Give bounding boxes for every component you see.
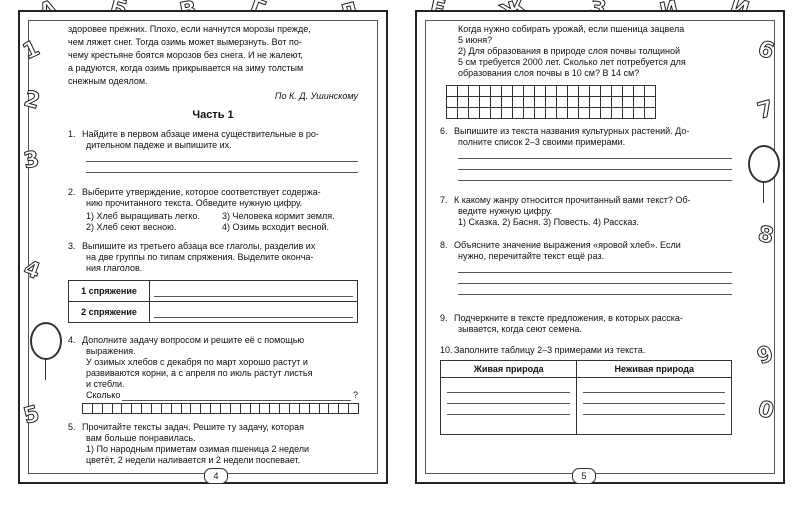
q-text: дительном падеже и выпишите их. [86,140,232,150]
question-9 [440,313,732,335]
q-num: 9. [440,313,448,323]
task-text: 5 см требуется 2000 лет. Сколько лет потребуется для [458,57,686,67]
conjugation-label: 2 спряжение [69,302,150,323]
options[interactable]: 1) Сказка. 2) Басня. 3) Повесть. 4) Рассказ. [458,217,639,227]
q-text: вам больше понравилась. [86,433,196,443]
task-text: 5 июня? [458,35,493,45]
decor-digit: 0 [755,396,777,425]
q-num: 1. [68,129,76,139]
q-num: 7. [440,195,448,205]
q-text: нужно, перечитайте текст ещё раз. [458,251,605,261]
q-num: 3. [68,241,76,251]
answer-line[interactable] [458,273,732,284]
answer-line[interactable] [458,170,732,181]
balloon-icon [30,322,62,360]
intro-line: здоровее прежних. Плохо, если начнутся морозы прежде, [68,24,311,34]
right-page-content [440,24,732,435]
q-num: 4. [68,335,76,345]
task-text: цветёт, 2 недели наливается и 2 недели поспевает. [86,455,301,465]
intro-line: чем ляжет снег. Тогда озимь может вымерзнуть. Вот по- [68,37,302,47]
decor-digit: 1 [19,35,44,66]
answer-line[interactable] [86,162,358,173]
nature-table [440,360,732,435]
answer-grid[interactable] [446,85,732,118]
conjugation-label: 1 спряжение [69,281,150,302]
q-text: выражения. [86,346,136,356]
q-text: Заполните таблицу 2–3 примерами из текста. [454,345,646,355]
page-number: 5 [572,468,596,484]
decor-digit: 7 [754,96,777,125]
task-text: развиваются корни, а с апреля по июль растут листья [86,368,313,378]
q-num: 5. [68,422,76,432]
answer-cell[interactable] [577,378,732,435]
part-title: Часть 1 [192,109,234,121]
decor-digit: 2 [21,86,43,115]
balloon-icon [748,145,780,183]
q-text: Выпишите из текста названия культурных растений. До- [454,126,690,136]
question-2 [68,187,358,233]
answer-line[interactable] [122,390,351,401]
option[interactable]: 3) Человека кормит земля. [222,211,335,221]
decor-digit: 5 [20,401,43,430]
answer-cell[interactable] [150,281,358,302]
q-num: 8. [440,240,448,250]
q-text: Найдите в первом абзаце имена существительные в ро- [82,129,319,139]
intro-line: снежным одеялом. [68,76,148,86]
option[interactable]: 4) Озимь всходит весной. [222,222,330,232]
page-number: 4 [204,468,228,484]
decor-digit: 4 [20,256,44,285]
answer-line[interactable] [458,148,732,159]
answer-cell[interactable] [441,378,577,435]
question-4 [68,335,358,414]
prompt-word: Сколько [86,390,121,400]
decor-digit: 8 [755,221,776,250]
question-10 [440,345,732,435]
q-text: Объясните значение выражения «яровой хлеб». Если [454,240,681,250]
answer-line[interactable] [458,284,732,295]
task-text: образования слоя почвы в 10 см? В 14 см? [458,68,640,78]
question-7 [440,195,732,228]
intro-line: а радуются, когда озимь прикрывается на зиму толстым [68,63,304,73]
q-text: на две группы по типам спряжения. Выделите оконча- [86,252,314,262]
column-header: Неживая природа [577,361,732,378]
answer-line[interactable] [458,262,732,273]
left-page-content [68,24,358,466]
q-text: Прочитайте тексты задач. Решите ту задачу, которая [82,422,304,432]
q-num: 2. [68,187,76,197]
q-text: ведите нужную цифру. [458,206,553,216]
q-text: Подчеркните в тексте предложения, в которых расска- [454,313,683,323]
q-text: К какому жанру относится прочитанный вами текст? Об- [454,195,691,205]
answer-cell[interactable] [150,302,358,323]
question-mark: ? [352,390,358,400]
option[interactable]: 1) Хлеб выращивать легко. [86,211,200,221]
task-text: 1) По народным приметам озимая пшеница 2 недели [86,444,310,454]
question-5 [68,422,358,466]
question-1 [68,129,358,173]
task-text: Когда нужно собирать урожай, если пшеница зацвела [458,24,685,34]
q-text: нию прочитанного текста. Обведите нужную цифру. [86,198,303,208]
task-text: и стебли. [86,379,125,389]
answer-line[interactable] [86,151,358,162]
decor-digit: 6 [754,36,778,65]
intro-line: чему крестьяне боятся морозов без снега. И не жалеют, [68,50,303,60]
author: По К. Д. Ушинскому [274,91,358,101]
question-8 [440,240,732,295]
task-text: У озимых хлебов с декабря по март хорошо растут и [86,357,308,367]
column-header: Живая природа [441,361,577,378]
q-text: зывается, когда сеют семена. [458,324,582,334]
question-6 [440,126,732,181]
q-text: Дополните задачу вопросом и решите её с помощью [82,335,305,345]
q-text: Выпишите из третьего абзаца все глаголы, разделив их [82,241,316,251]
question-3 [68,241,358,323]
decor-digit: 9 [754,341,777,370]
answer-line[interactable] [458,159,732,170]
q-text: ния глаголов. [86,263,143,273]
answer-cells[interactable] [82,403,358,414]
q-num: 10. [440,345,453,355]
task-text: 2) Для образования в природе слоя почвы толщиной [458,46,681,56]
conjugation-table [68,280,358,323]
decor-digit: 3 [21,146,42,175]
q-text: полните список 2–3 своими примерами. [458,137,626,147]
q-text: Выберите утверждение, которое соответствует содержа- [82,187,321,197]
option[interactable]: 2) Хлеб сеют весною. [86,222,177,232]
q-num: 6. [440,126,448,136]
